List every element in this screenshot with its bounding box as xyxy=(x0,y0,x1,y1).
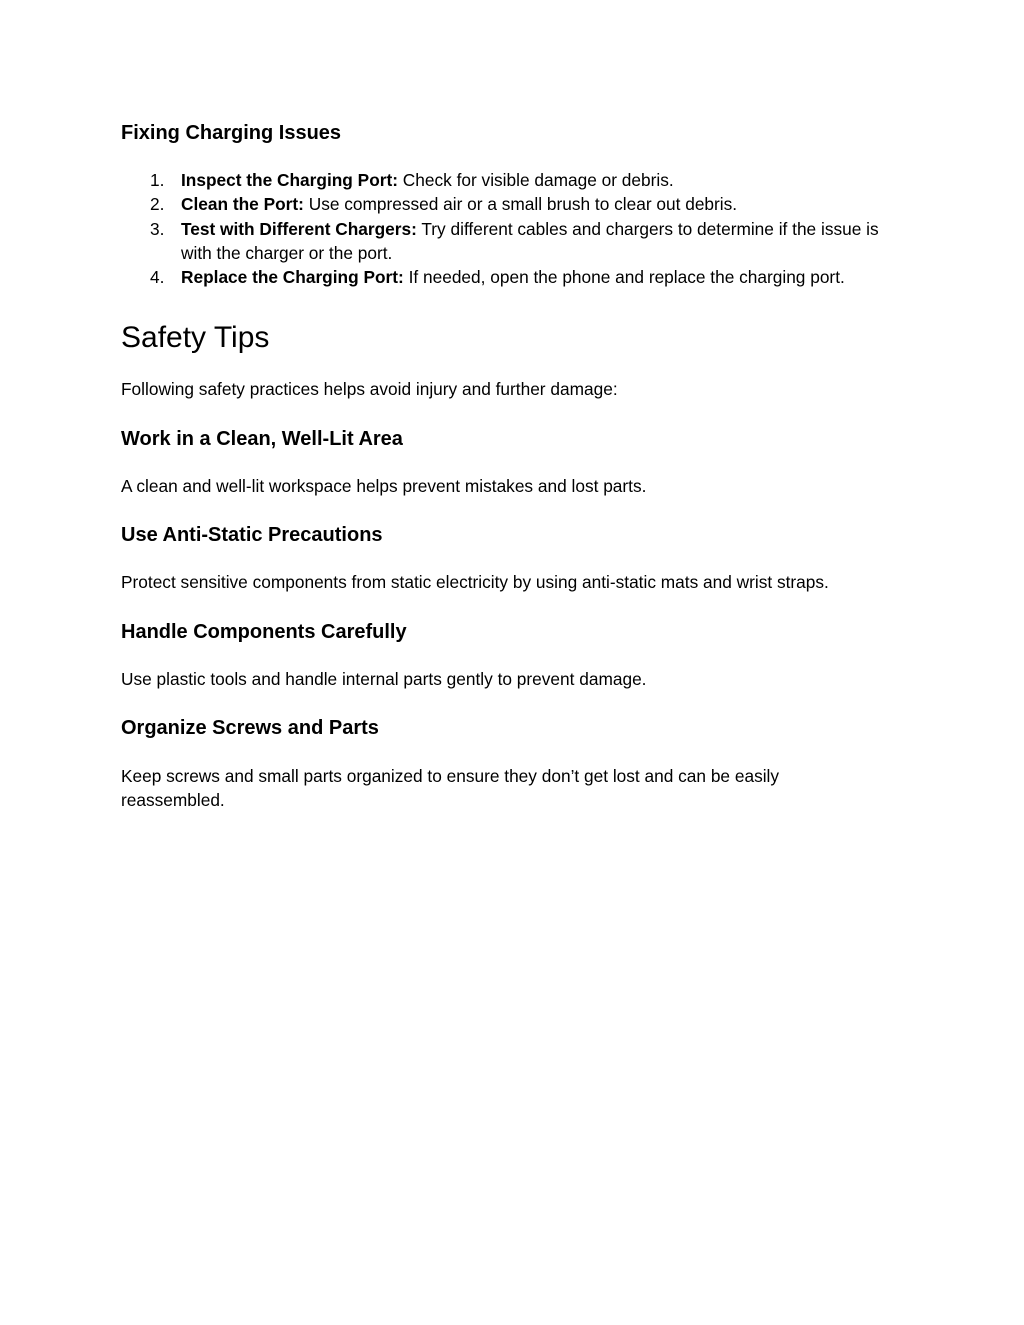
section-heading-organize: Organize Screws and Parts xyxy=(121,717,379,739)
step-lead: Replace the Charging Port: xyxy=(181,267,404,288)
fixing-charging-heading: Fixing Charging Issues xyxy=(121,122,342,144)
section-heading-handle-components: Handle Components Carefully xyxy=(121,621,407,643)
list-number: 2. xyxy=(150,194,165,215)
step-text: Use compressed air or a small brush to clear out debris. xyxy=(303,194,738,215)
section-body-anti-static: Protect sensitive components from static electricity by using anti-static mats and wrist straps. xyxy=(121,572,829,592)
section-body-organize: Keep screws and small parts organized to ensure they don’t get lost and can be easily reassembled. xyxy=(121,766,780,811)
step-text: Check for visible damage or debris. xyxy=(398,170,674,190)
step-lead: Test with Different Chargers: xyxy=(181,218,417,239)
section-heading-anti-static: Use Anti-Static Precautions xyxy=(121,524,383,546)
step-text: Try different cables and chargers to determine if the issue is with the charger or the port. xyxy=(181,218,879,263)
section-body-handle-components: Use plastic tools and handle internal parts gently to prevent damage. xyxy=(121,669,647,689)
list-item xyxy=(121,168,901,192)
safety-tips-heading: Safety Tips xyxy=(121,321,270,354)
step-lead: Inspect the Charging Port: xyxy=(181,170,398,190)
section-body-clean-area: A clean and well-lit workspace helps prevent mistakes and lost parts. xyxy=(121,476,647,496)
charging-steps-list xyxy=(121,168,901,289)
section-heading-clean-area: Work in a Clean, Well-Lit Area xyxy=(121,428,403,450)
list-item xyxy=(121,217,901,266)
step-text: If needed, open the phone and replace the charging port. xyxy=(403,267,845,288)
list-item xyxy=(121,265,901,289)
list-item xyxy=(121,192,901,216)
list-number: 4. xyxy=(150,267,165,288)
list-number: 1. xyxy=(150,170,165,190)
safety-intro: Following safety practices helps avoid injury and further damage: xyxy=(121,379,618,399)
step-lead: Clean the Port: xyxy=(181,194,304,215)
list-number: 3. xyxy=(150,218,165,239)
